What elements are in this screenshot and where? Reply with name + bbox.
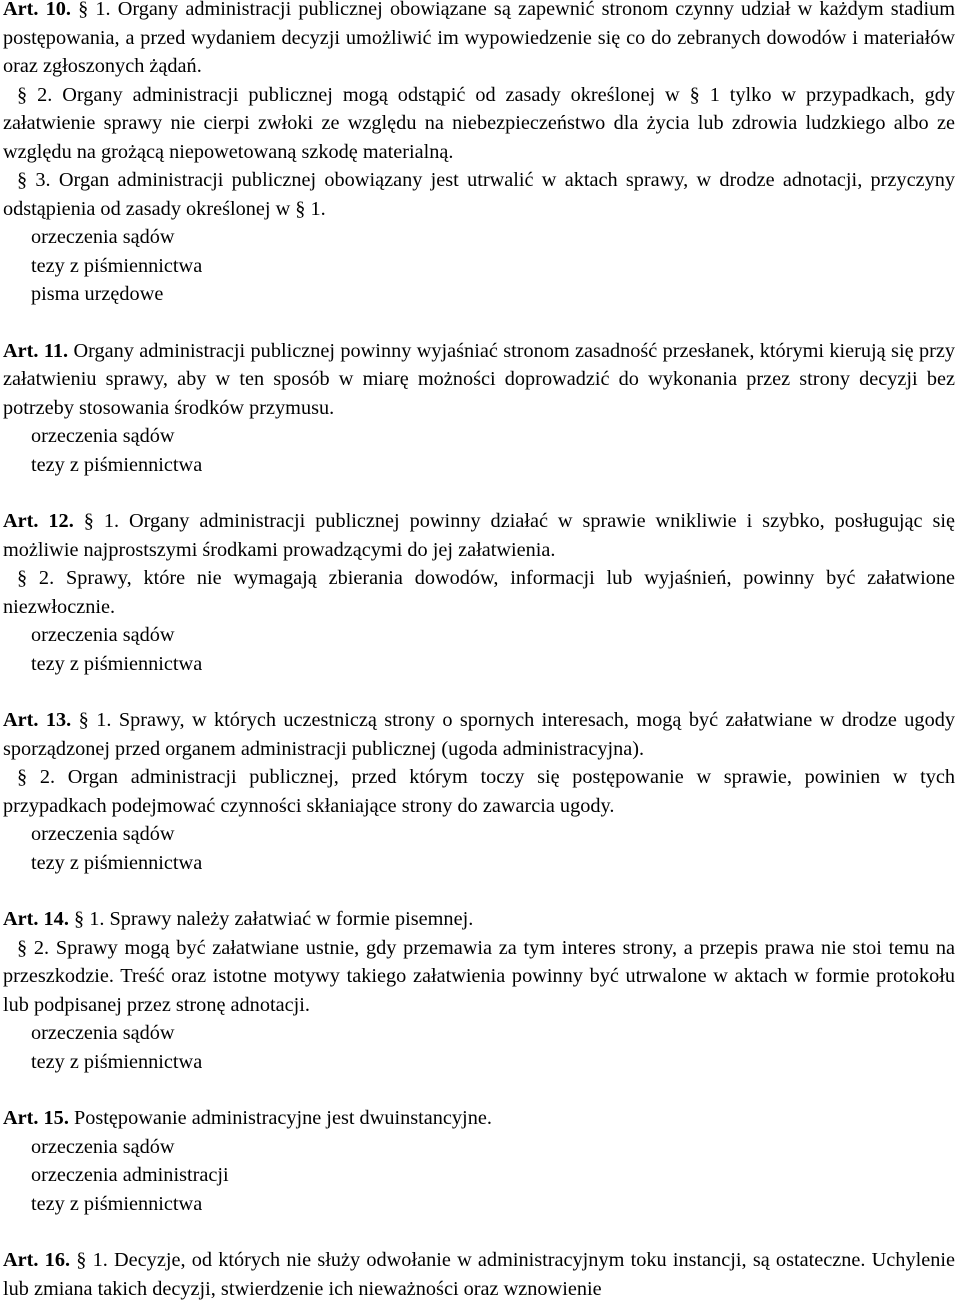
article-paragraph bbox=[3, 934, 955, 1020]
paragraph-text: Organ administracji publicznej, przed którym toczy się postępowanie w sprawie, powinien w tych przypadkach podejmować czynności skłaniające strony do zawarcia ugody. bbox=[3, 766, 956, 817]
article-block bbox=[3, 905, 955, 1076]
section-number: § 2. bbox=[17, 936, 50, 959]
article-paragraph bbox=[3, 564, 955, 621]
paragraph-text: Organy administracji publicznej powinny działać w sprawie wnikliwie i szybko, posługując się możliwie najprostszymi środkami prowadzącymi do jej załatwienia. bbox=[3, 510, 955, 561]
section-number: § 1. bbox=[78, 0, 111, 20]
related-link[interactable]: orzeczenia administracji bbox=[31, 1164, 229, 1186]
related-link[interactable]: tezy z piśmiennictwa bbox=[31, 1050, 203, 1073]
paragraph-text: Sprawy należy załatwiać w formie pisemnej. bbox=[109, 908, 474, 930]
related-link[interactable]: pisma urzędowe bbox=[31, 283, 164, 305]
paragraph-text: Organy administracji publicznej powinny wyjaśniać stronom zasadność przesłanek, którymi kierują się przy załatwieniu sprawy, aby w ten sposób w miarę możności doprowadzić do wykonania przez strony decyzji bez potrzeby stosowania środków przymusu. bbox=[3, 339, 955, 419]
paragraph-text: Postępowanie administracyjne jest dwuinstancyjne. bbox=[73, 1107, 492, 1129]
section-number: § 2. bbox=[17, 766, 56, 788]
article-paragraph bbox=[3, 507, 955, 564]
section-number: § 1. bbox=[83, 510, 120, 532]
related-link[interactable]: orzeczenia sądów bbox=[31, 1022, 175, 1044]
article-block bbox=[3, 1104, 955, 1218]
related-links bbox=[3, 1019, 955, 1076]
article-number: Art. 12. bbox=[3, 510, 74, 532]
article-block bbox=[3, 706, 955, 877]
article-block bbox=[3, 337, 955, 480]
article-paragraph bbox=[3, 905, 955, 934]
article-paragraph bbox=[3, 337, 955, 423]
related-links bbox=[3, 422, 955, 479]
related-link[interactable]: tezy z piśmiennictwa bbox=[31, 851, 203, 874]
related-links bbox=[3, 820, 955, 877]
section-number: § 3. bbox=[17, 169, 51, 191]
article-paragraph bbox=[3, 81, 955, 167]
section-number: § 2. bbox=[17, 83, 53, 106]
related-links bbox=[3, 1133, 955, 1219]
article-number: Art. 14. bbox=[3, 908, 69, 930]
section-number: § 2. bbox=[17, 567, 55, 589]
article-block bbox=[3, 0, 955, 309]
paragraph-text: Sprawy mogą być załatwiane ustnie, gdy przemawia za tym interes strony, a przepis prawa nie stoi temu na przeszkodzie. Treść oraz istotne motywy takiego załatwienia powinny być utrwalone w aktach w formie protokołu lub podpisanej przez stronę adnotacji. bbox=[3, 936, 955, 1016]
related-link[interactable]: tezy z piśmiennictwa bbox=[31, 254, 203, 277]
article-number: Art. 15. bbox=[3, 1107, 69, 1129]
paragraph-text: Sprawy, w których uczestniczą strony o spornych interesach, mogą być załatwiane w drodze ugody sporządzonej przed organem administracji publicznej (ugoda administracyjna). bbox=[3, 709, 955, 760]
related-link[interactable]: tezy z piśmiennictwa bbox=[31, 453, 203, 476]
related-link[interactable]: orzeczenia sądów bbox=[31, 1135, 175, 1158]
related-link[interactable]: orzeczenia sądów bbox=[31, 624, 175, 646]
article-block bbox=[3, 507, 955, 678]
article-paragraph bbox=[3, 1104, 955, 1133]
section-number: § 1. bbox=[76, 1249, 108, 1271]
related-link[interactable]: tezy z piśmiennictwa bbox=[31, 652, 203, 675]
article-block bbox=[3, 1246, 955, 1303]
article-paragraph bbox=[3, 1246, 955, 1303]
article-number: Art. 13. bbox=[3, 709, 72, 731]
document-page bbox=[3, 0, 955, 1303]
section-number: § 1. bbox=[78, 709, 112, 731]
article-paragraph bbox=[3, 166, 955, 223]
related-link[interactable]: orzeczenia sądów bbox=[31, 823, 175, 845]
article-number: Art. 16. bbox=[3, 1249, 71, 1271]
section-number: § 1. bbox=[73, 908, 105, 930]
related-link[interactable]: tezy z piśmiennictwa bbox=[31, 1192, 203, 1215]
related-link[interactable]: orzeczenia sądów bbox=[31, 425, 175, 447]
article-paragraph bbox=[3, 763, 955, 820]
paragraph-text: Organ administracji publicznej obowiązany jest utrwalić w aktach sprawy, w drodze adnotacji, przyczyny odstąpienia od zasady określonej w § 1. bbox=[3, 169, 955, 220]
paragraph-text: Organy administracji publicznej mogą odstąpić od zasady określonej w § 1 tylko w przypadkach, gdy załatwienie sprawy nie cierpi zwłoki ze względu na niebezpieczeństwo dla życia lub zdrowia ludzkiego albo ze względu na grożącą niepowetowaną szkodę materialną. bbox=[3, 83, 955, 163]
paragraph-text: Sprawy, które nie wymagają zbierania dowodów, informacji lub wyjaśnień, powinny być załatwione niezwłocznie. bbox=[3, 567, 955, 618]
article-paragraph bbox=[3, 0, 955, 81]
related-links bbox=[3, 223, 955, 309]
related-links bbox=[3, 621, 955, 678]
article-number: Art. 11. bbox=[3, 339, 69, 362]
paragraph-text: Decyzje, od których nie służy odwołanie w administracyjnym toku instancji, są ostateczne. Uchylenie lub zmiana takich decyzji, stwierdzenie ich nieważności oraz wznowienie bbox=[3, 1249, 956, 1300]
article-paragraph bbox=[3, 706, 955, 763]
article-number: Art. 10. bbox=[3, 0, 71, 20]
paragraph-text: Organy administracji publicznej obowiązane są zapewnić stronom czynny udział w każdym stadium postępowania, a przed wydaniem decyzji umożliwić im wypowiedzenie się co do zebranych dowodów i materiałów oraz zgłoszonych żądań. bbox=[3, 0, 955, 77]
related-link[interactable]: orzeczenia sądów bbox=[31, 226, 175, 248]
